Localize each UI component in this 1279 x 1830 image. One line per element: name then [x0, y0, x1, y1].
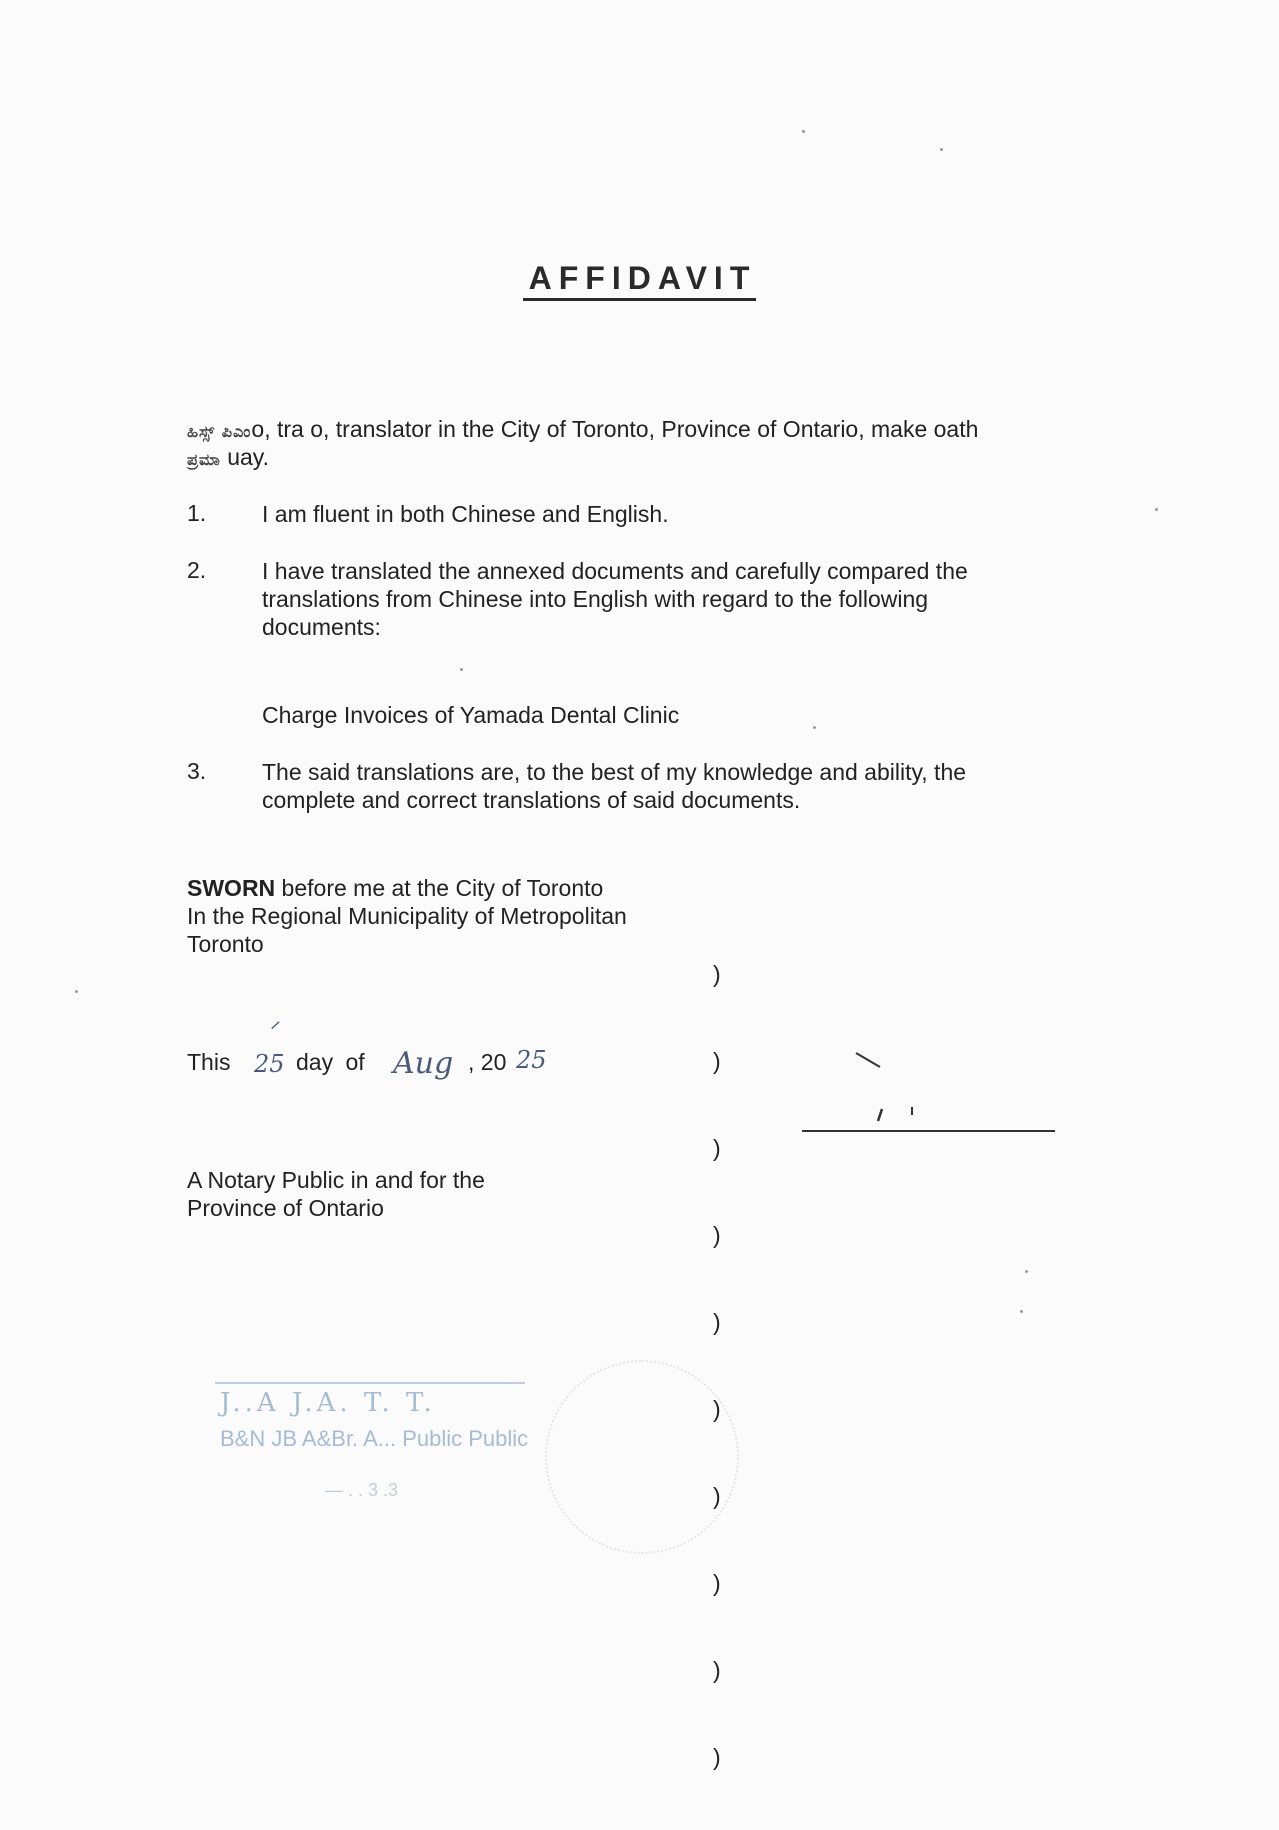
handwritten-month: Aug [393, 1046, 454, 1081]
item-3-line-2: complete and correct translations of said documents. [262, 787, 801, 813]
scan-speck [1020, 1310, 1023, 1313]
scan-speck [75, 990, 78, 993]
item-2-line-2: translations from Chinese into English with regard to the following [262, 586, 929, 612]
document-name: Charge Invoices of Yamada Dental Clinic [262, 702, 680, 728]
bracket: ) [713, 1048, 721, 1074]
sworn-line-1: SWORN before me at the City of Toronto [187, 875, 604, 901]
stamp-name: J..A J.A. T. T. [220, 1388, 436, 1418]
scan-speck [940, 148, 943, 151]
date-day-of: day of [296, 1049, 365, 1075]
smudged-name: ಹಿಸ್ಸ್ ಪಿಎಂ [187, 422, 252, 441]
item-2-line-1: I have translated the annexed documents and carefully compared the [262, 558, 968, 584]
item-2-line-3: documents: [262, 614, 381, 640]
notary-line-1: A Notary Public in and for the [187, 1167, 485, 1193]
sworn-bold: SWORN [187, 875, 276, 901]
item-number-2: 2. [187, 557, 207, 583]
scan-speck [1155, 508, 1158, 511]
scan-speck [460, 668, 463, 671]
faded-seal [545, 1360, 739, 1554]
scan-speck [1025, 1270, 1028, 1273]
item-number-1: 1. [187, 500, 207, 526]
item-1-text: I am fluent in both Chinese and English. [262, 501, 669, 527]
scan-speck [802, 130, 805, 133]
signature-marks [850, 1045, 970, 1130]
scan-speck [813, 726, 816, 729]
bracket: ) [713, 1222, 721, 1248]
notary-line-2: Province of Ontario [187, 1195, 384, 1221]
bracket: ) [713, 1483, 721, 1509]
signature-line [802, 1130, 1055, 1132]
bracket: ) [713, 1744, 721, 1770]
intro-line-2: ಪ್ರಮಾ uay. [187, 444, 269, 470]
intro-line-1: ಹಿಸ್ಸ್ ಪಿಎಂo, tra o, translator in the City of Toronto, Province of Ontario, make oath [187, 416, 979, 442]
sworn-line-2: In the Regional Municipality of Metropolitan [187, 903, 627, 929]
stamp-extra: — . . 3 .3 [325, 1480, 399, 1500]
bracket: ) [713, 1570, 721, 1596]
document-title: AFFIDAVIT [0, 260, 1279, 297]
item-3-line-1: The said translations are, to the best of my knowledge and ability, the [262, 759, 967, 785]
date-year-prefix: , 20 [468, 1049, 507, 1075]
handwritten-year: 25 [516, 1046, 547, 1074]
bracket: ) [713, 1657, 721, 1683]
stamp-rule [215, 1382, 525, 1384]
bracket: ) [713, 1396, 721, 1422]
sworn-line-3: Toronto [187, 931, 264, 957]
bracket-column [713, 902, 739, 1830]
bracket: ) [713, 1135, 721, 1161]
item-number-3: 3. [187, 758, 207, 784]
handwritten-day: 25 [254, 1050, 285, 1078]
handwritten-mark: ᐟ [268, 1018, 278, 1043]
bracket: ) [713, 1309, 721, 1335]
bracket: ) [713, 961, 721, 987]
date-this: This [187, 1049, 231, 1075]
smudged-text: ಪ್ರಮಾ [187, 450, 221, 469]
stamp-title: B&N JB A&Br. A... Public Public [220, 1426, 529, 1451]
